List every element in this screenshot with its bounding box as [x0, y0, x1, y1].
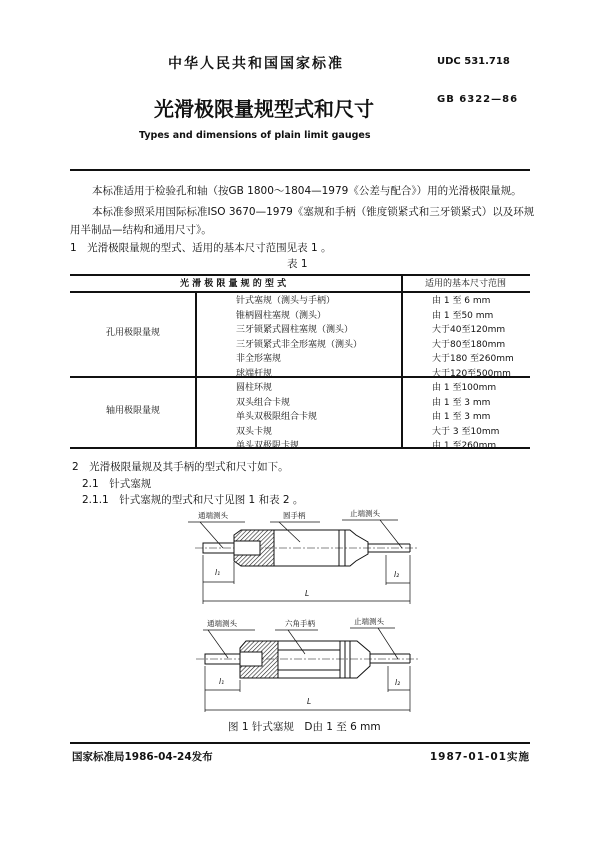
effective-date: 1987-01-01实施	[429, 751, 530, 763]
table-cell: 单头双极限卡规	[236, 441, 300, 451]
go-end-label: 通端测头	[198, 511, 228, 520]
table-cell: 大于80至180mm	[432, 339, 506, 350]
section-1-heading: 1 光滑极限量规的型式、适用的基本尺寸范围见表 1 。	[70, 242, 332, 254]
table-cell: 双头组合卡规	[236, 397, 291, 408]
table-cell: 由 1 至 3 mm	[432, 412, 491, 422]
table-cell: 锥柄圆柱塞规（测头）	[236, 310, 327, 321]
issue-date: 国家标准局1986-04-24发布	[72, 751, 213, 763]
no-go-end-label: 止端测头	[354, 617, 384, 626]
handle-label: 圆手柄	[283, 511, 306, 520]
table-cell: 针式塞规（测头与手柄）	[236, 296, 336, 306]
intro-paragraph-1: 本标准适用于检验孔和轴（按GB 1800～1804—1979《公差与配合》）用的光滑极限量规。	[92, 185, 522, 197]
table-header-range: 适用的基本尺寸范围	[425, 279, 507, 289]
table-cell: 大于120至500mm	[432, 368, 511, 379]
table-cell: 圆柱环规	[236, 383, 273, 393]
go-end-label: 通端测头	[207, 619, 237, 628]
table-cell: 由 1 至 6 mm	[432, 296, 491, 306]
dim-l1: l₁	[219, 677, 225, 686]
section-2-1-heading: 2.1 针式塞规	[82, 478, 152, 490]
section-2-1-1-heading: 2.1.1 针式塞规的型式和尺寸见图 1 和表 2 。	[82, 494, 304, 506]
dim-L: L	[305, 589, 310, 598]
group-name: 轴用极限量规	[106, 406, 161, 416]
dim-L: L	[307, 697, 312, 706]
table-cell: 单头双极限组合卡规	[236, 412, 318, 422]
table-cell: 三牙锁紧式圆柱塞规（测头）	[236, 325, 354, 335]
udc-number: UDC 531.718	[437, 56, 510, 67]
issuing-body: 中华人民共和国国家标准	[168, 56, 344, 72]
handle-label: 六角手柄	[285, 619, 315, 628]
table-cell: 三牙锁紧式非全形塞规（测头）	[236, 339, 363, 350]
english-title: Types and dimensions of plain limit gauges	[139, 130, 371, 141]
table-caption: 表 1	[287, 258, 308, 270]
group-name: 孔用极限量规	[106, 328, 161, 338]
table-cell: 大于180 至260mm	[432, 354, 514, 364]
no-go-end-label: 止端测头	[350, 509, 380, 518]
table-cell: 由 1 至260mm	[432, 441, 497, 451]
table-cell: 由 1 至 3 mm	[432, 397, 491, 408]
section-2-heading: 2 光滑极限量规及其手柄的型式和尺寸如下。	[72, 461, 289, 473]
table-cell: 双头卡规	[236, 426, 273, 437]
table-cell: 大于40至120mm	[432, 325, 506, 335]
intro-paragraph-2-cont: 用半制品—结构和通用尺寸》。	[70, 224, 212, 236]
dim-l2: l₂	[395, 678, 401, 687]
round-handle-gauge-drawing	[188, 520, 418, 604]
table-header-type: 光 滑 极 限 量 规 的 型 式	[180, 279, 287, 289]
table-cell: 球端杆规	[236, 368, 273, 379]
table-cell: 非全形塞规	[236, 354, 282, 364]
document-title: 光滑极限量规型式和尺寸	[154, 97, 374, 121]
standard-code: GB 6322—86	[437, 94, 519, 105]
footer-rule	[70, 742, 530, 744]
intro-paragraph-2: 本标准参照采用国际标准ISO 3670—1979《塞规和手柄（锥度锁紧式和三牙锁紧式）以及环规	[92, 206, 535, 218]
table-cell: 由 1 至100mm	[432, 383, 497, 393]
table-cell: 大于 3 至10mm	[432, 426, 500, 437]
dim-l1: l₁	[215, 568, 221, 577]
dim-l2: l₂	[394, 570, 400, 579]
table-cell: 由 1 至50 mm	[432, 310, 494, 321]
figure-caption: 图 1 针式塞规 D由 1 至 6 mm	[228, 721, 381, 733]
